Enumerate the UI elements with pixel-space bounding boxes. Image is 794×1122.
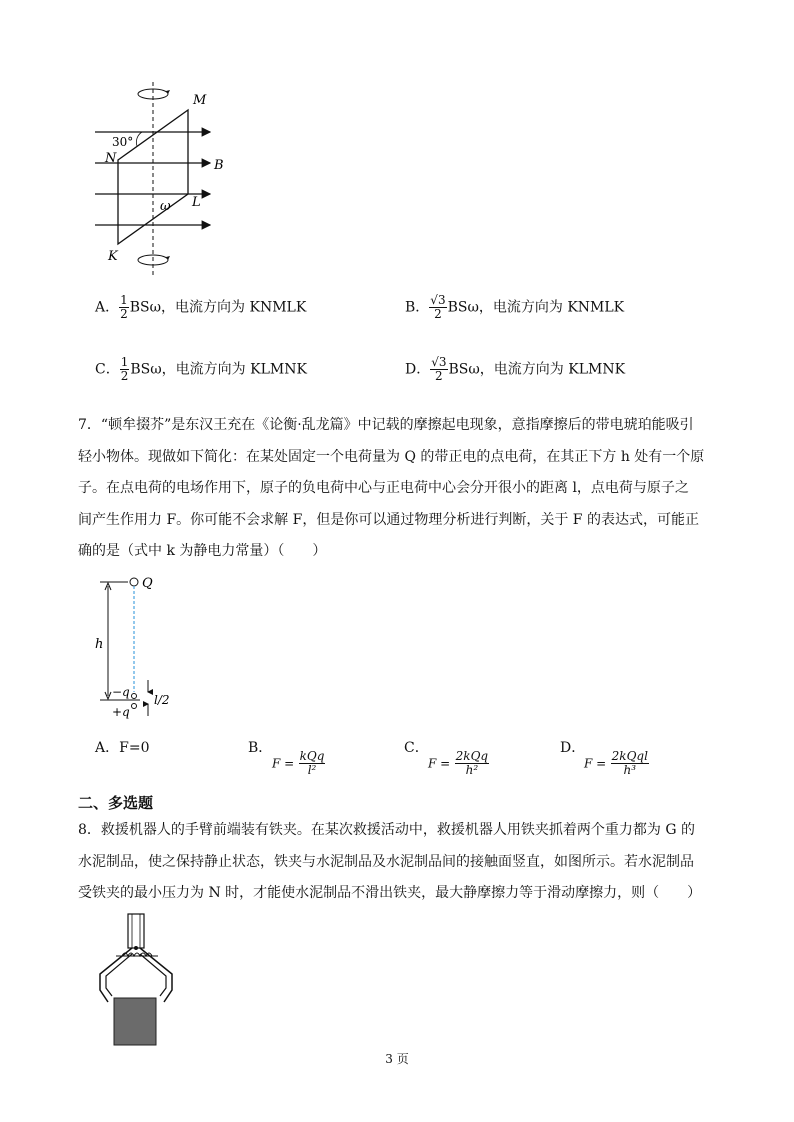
label-h: h [95, 637, 104, 652]
fraction: $\frac{\text{2kQql}}{\text{h³}}$ [611, 749, 648, 777]
question-7-text: 7．“顿牟掇芥”是东汉王充在《论衡·乱龙篇》中记载的摩擦起电现象，意指摩擦后的带电琥珀能吸引 轻小物体。现做如下简化：在某处固定一个电荷量为 Q 的带正电的点电荷，在其正下方 h 处有一个原 子。在点电荷的电场作用下，原子的负电荷中心与正电荷中心会分开很小的距离 l，点电荷与原子之 间产生作用力 F。你可能不会求解 F，但是你可以通过物理分析进行判断，关于 F 的表达式，可能正 确的是（式中 k 为静电力常量）（ ） [78, 417, 705, 559]
fraction: $\frac{\text{kQq}}{\text{l²}}$ [299, 749, 325, 777]
q7-formula-d: F = $\frac{\text{2kQql}}{\text{h³}}$ [584, 749, 648, 777]
label-pos-q: +q [112, 705, 130, 719]
question-8-text: 8．救援机器人的手臂前端装有铁夹。在某次救援活动中，救援机器人用铁夹抓着两个重力都为 G 的 水泥制品，使之保持静止状态，铁夹与水泥制品及水泥制品间的接触面竖直，如图所示。若水泥制品 受铁夹的最小压力为 N 时，才能使水泥制品不滑出铁夹，最大静摩擦力等于滑动摩擦力，则（ ） [78, 822, 702, 901]
q7-formula-b: F = $\frac{\text{kQq}}{\text{l²}}$ [272, 749, 325, 777]
fraction: $\frac{1}{2}$ [120, 293, 128, 321]
label-B: B [214, 158, 224, 173]
section-heading: 二、多选题 [78, 794, 154, 812]
q7-option-b[interactable]: B． [248, 740, 273, 756]
q6-option-a[interactable]: A． $\frac{1}{2}$ BSω，电流方向为 KNMLK [95, 293, 307, 321]
figure-robot-clamp [92, 912, 182, 1047]
label-N: N [105, 151, 117, 166]
q6-option-c[interactable]: C． $\frac{1}{2}$ BSω，电流方向为 KLMNK [95, 355, 307, 383]
figure-charge-atom [90, 572, 200, 722]
q7-option-a[interactable]: A．F=0 [95, 740, 150, 756]
label-K: K [108, 249, 118, 264]
label-Q: Q [142, 576, 153, 591]
fraction: $\frac{√3}{2}$ [430, 293, 446, 321]
q7-option-d[interactable]: D． [560, 740, 586, 756]
point-charge-Q [130, 578, 138, 586]
angle-label: 30° [112, 135, 134, 149]
fraction: $\frac{1}{2}$ [120, 355, 129, 383]
positive-charge [132, 704, 137, 709]
cement-block [114, 998, 156, 1045]
q6-option-b[interactable]: B． $\frac{√3}{2}$ BSω，电流方向为 KNMLK [405, 293, 625, 321]
page-number: 3 页 [385, 1052, 409, 1066]
fraction: $\frac{√3}{2}$ [431, 355, 447, 383]
q7-option-c[interactable]: C． [404, 740, 429, 756]
label-L: L [192, 195, 201, 210]
fraction: $\frac{\text{2kQq}}{\text{h²}}$ [455, 749, 489, 777]
label-neg-q: −q [112, 685, 130, 699]
label-M: M [193, 93, 207, 108]
negative-charge [132, 694, 137, 699]
label-omega: ω [160, 199, 171, 214]
q7-formula-c: F = $\frac{\text{2kQq}}{\text{h²}}$ [428, 749, 489, 777]
figure-coil-in-field [90, 82, 240, 277]
q6-option-d[interactable]: D． $\frac{√3}{2}$ BSω，电流方向为 KLMNK [405, 355, 626, 383]
label-l-half: l/2 [154, 693, 170, 707]
